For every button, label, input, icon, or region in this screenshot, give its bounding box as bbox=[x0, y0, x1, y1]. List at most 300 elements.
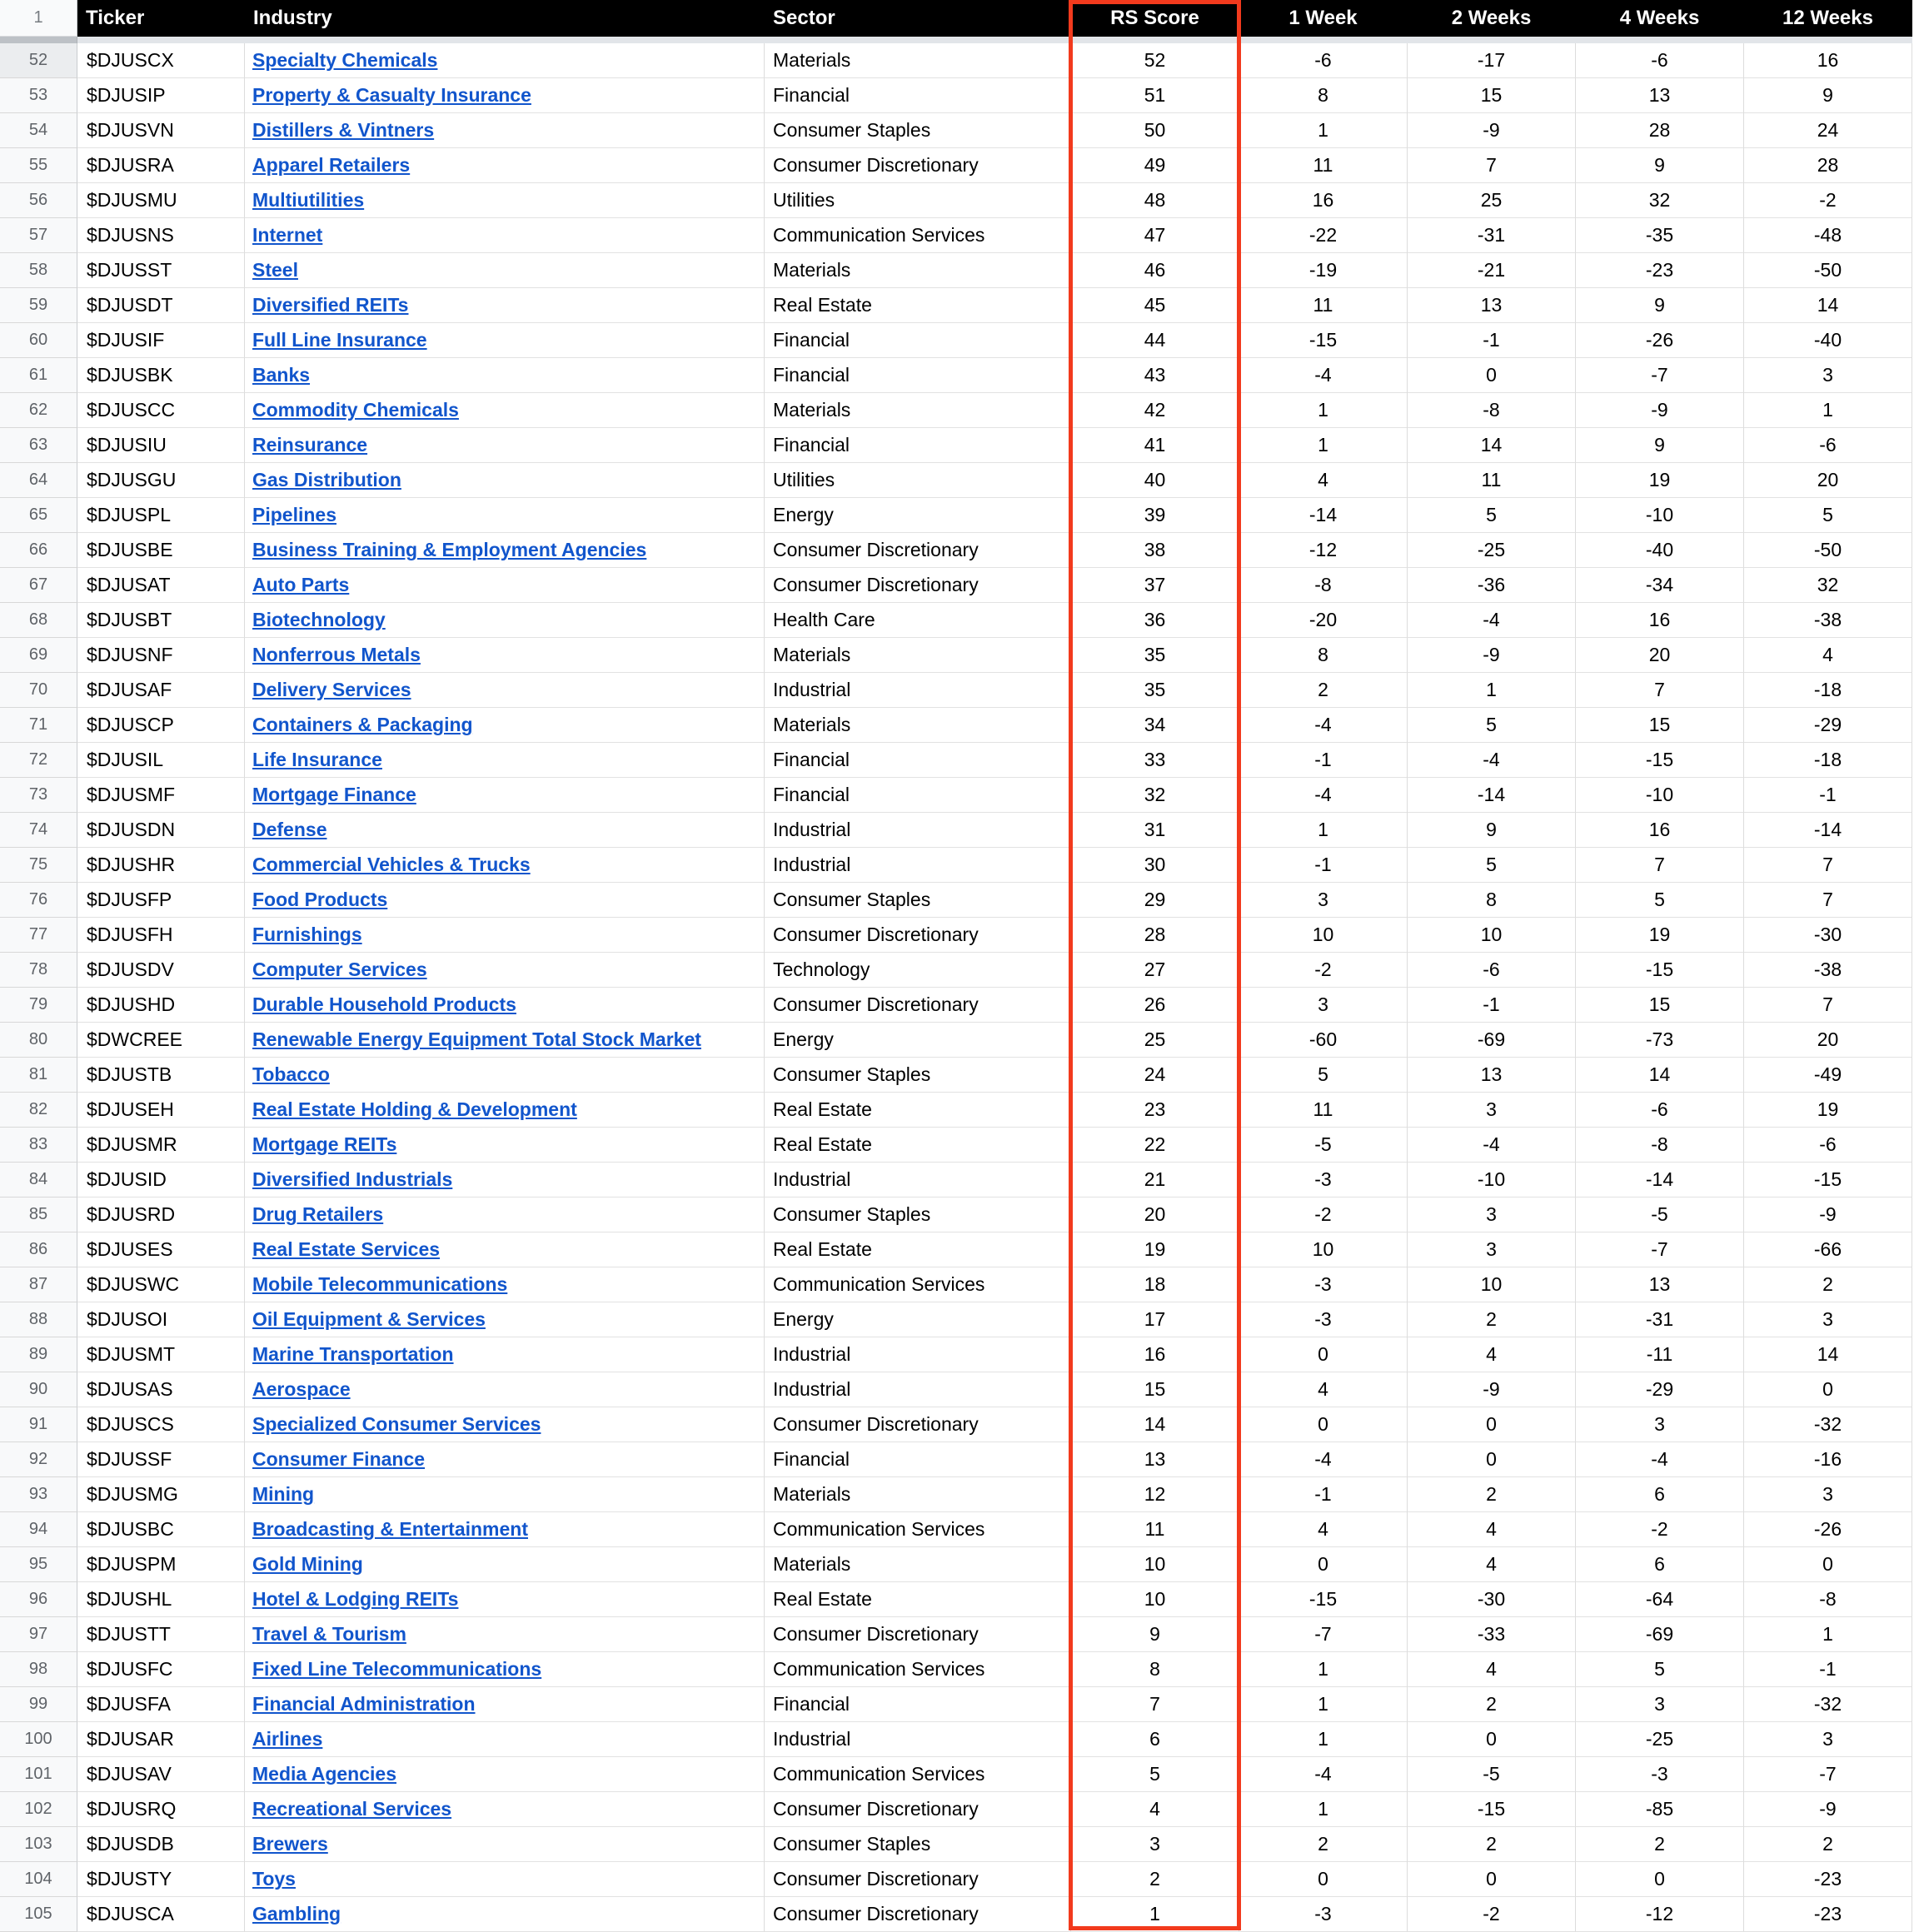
sector-cell[interactable]: Consumer Discretionary bbox=[765, 568, 1071, 603]
rs-score-cell[interactable]: 41 bbox=[1071, 428, 1239, 463]
industry-link[interactable]: Tobacco bbox=[252, 1063, 330, 1085]
cell-2-weeks[interactable]: 2 bbox=[1408, 1687, 1576, 1722]
cell-12-weeks[interactable]: -30 bbox=[1744, 918, 1912, 953]
cell-1-week[interactable]: 1 bbox=[1239, 1687, 1408, 1722]
cell-4-weeks[interactable]: 20 bbox=[1576, 638, 1744, 673]
sector-cell[interactable]: Energy bbox=[765, 498, 1071, 533]
ticker-cell[interactable]: $DJUSIL bbox=[77, 743, 245, 778]
industry-link[interactable]: Broadcasting & Entertainment bbox=[252, 1518, 528, 1540]
cell-2-weeks[interactable]: -6 bbox=[1408, 953, 1576, 988]
sector-cell[interactable]: Industrial bbox=[765, 1163, 1071, 1198]
rs-score-cell[interactable]: 4 bbox=[1071, 1792, 1239, 1827]
rs-score-cell[interactable]: 18 bbox=[1071, 1267, 1239, 1302]
cell-4-weeks[interactable]: 16 bbox=[1576, 813, 1744, 848]
industry-cell[interactable] bbox=[245, 1722, 765, 1757]
industry-cell[interactable] bbox=[245, 1757, 765, 1792]
row-number[interactable]: 61 bbox=[0, 358, 77, 393]
industry-link[interactable]: Specialized Consumer Services bbox=[252, 1413, 541, 1435]
cell-12-weeks[interactable]: -6 bbox=[1744, 1128, 1912, 1163]
ticker-cell[interactable]: $DJUSID bbox=[77, 1163, 245, 1198]
row-number[interactable]: 67 bbox=[0, 568, 77, 603]
cell-1-week[interactable]: -15 bbox=[1239, 323, 1408, 358]
rs-score-cell[interactable]: 11 bbox=[1071, 1512, 1239, 1547]
cell-12-weeks[interactable]: 32 bbox=[1744, 568, 1912, 603]
row-number[interactable]: 98 bbox=[0, 1652, 77, 1687]
ticker-cell[interactable]: $DJUSRD bbox=[77, 1198, 245, 1232]
industry-cell[interactable] bbox=[245, 1232, 765, 1267]
rs-score-cell[interactable]: 27 bbox=[1071, 953, 1239, 988]
industry-cell[interactable] bbox=[245, 1582, 765, 1617]
cell-1-week[interactable]: 5 bbox=[1239, 1058, 1408, 1093]
industry-cell[interactable] bbox=[245, 568, 765, 603]
cell-12-weeks[interactable]: 7 bbox=[1744, 883, 1912, 918]
rs-score-cell[interactable]: 48 bbox=[1071, 183, 1239, 218]
industry-link[interactable]: Mining bbox=[252, 1483, 315, 1505]
sector-cell[interactable]: Consumer Staples bbox=[765, 113, 1071, 148]
sector-cell[interactable]: Real Estate bbox=[765, 1232, 1071, 1267]
cell-12-weeks[interactable]: -2 bbox=[1744, 183, 1912, 218]
cell-12-weeks[interactable]: 3 bbox=[1744, 1302, 1912, 1337]
rs-score-cell[interactable]: 22 bbox=[1071, 1128, 1239, 1163]
sector-cell[interactable]: Industrial bbox=[765, 1722, 1071, 1757]
industry-link[interactable]: Brewers bbox=[252, 1833, 328, 1855]
cell-2-weeks[interactable]: 1 bbox=[1408, 673, 1576, 708]
cell-1-week[interactable]: -14 bbox=[1239, 498, 1408, 533]
cell-2-weeks[interactable]: 8 bbox=[1408, 883, 1576, 918]
cell-4-weeks[interactable]: -40 bbox=[1576, 533, 1744, 568]
industry-cell[interactable] bbox=[245, 1372, 765, 1407]
industry-cell[interactable] bbox=[245, 1302, 765, 1337]
ticker-cell[interactable]: $DWCREE bbox=[77, 1023, 245, 1058]
cell-4-weeks[interactable]: 19 bbox=[1576, 918, 1744, 953]
row-number[interactable]: 74 bbox=[0, 813, 77, 848]
rs-score-cell[interactable]: 19 bbox=[1071, 1232, 1239, 1267]
industry-link[interactable]: Pipelines bbox=[252, 504, 336, 525]
cell-4-weeks[interactable]: 14 bbox=[1576, 1058, 1744, 1093]
sector-cell[interactable]: Communication Services bbox=[765, 1652, 1071, 1687]
row-number[interactable]: 92 bbox=[0, 1442, 77, 1477]
industry-cell[interactable] bbox=[245, 498, 765, 533]
industry-link[interactable]: Durable Household Products bbox=[252, 993, 516, 1015]
ticker-cell[interactable]: $DJUSMU bbox=[77, 183, 245, 218]
industry-link[interactable]: Biotechnology bbox=[252, 609, 386, 630]
industry-cell[interactable] bbox=[245, 428, 765, 463]
cell-2-weeks[interactable]: 4 bbox=[1408, 1337, 1576, 1372]
cell-2-weeks[interactable]: 0 bbox=[1408, 1722, 1576, 1757]
cell-2-weeks[interactable]: 10 bbox=[1408, 1267, 1576, 1302]
cell-12-weeks[interactable]: -32 bbox=[1744, 1687, 1912, 1722]
cell-12-weeks[interactable]: 9 bbox=[1744, 78, 1912, 113]
row-number[interactable]: 56 bbox=[0, 183, 77, 218]
industry-link[interactable]: Media Agencies bbox=[252, 1763, 396, 1785]
cell-4-weeks[interactable]: -10 bbox=[1576, 778, 1744, 813]
cell-2-weeks[interactable]: -2 bbox=[1408, 1897, 1576, 1932]
cell-2-weeks[interactable]: -69 bbox=[1408, 1023, 1576, 1058]
rs-score-cell[interactable]: 52 bbox=[1071, 43, 1239, 78]
cell-12-weeks[interactable]: -1 bbox=[1744, 1652, 1912, 1687]
cell-1-week[interactable]: -8 bbox=[1239, 568, 1408, 603]
cell-4-weeks[interactable]: -64 bbox=[1576, 1582, 1744, 1617]
sector-cell[interactable]: Consumer Discretionary bbox=[765, 1407, 1071, 1442]
industry-cell[interactable] bbox=[245, 148, 765, 183]
industry-link[interactable]: Apparel Retailers bbox=[252, 154, 411, 176]
ticker-cell[interactable]: $DJUSCA bbox=[77, 1897, 245, 1932]
cell-1-week[interactable]: -3 bbox=[1239, 1302, 1408, 1337]
cell-4-weeks[interactable]: 15 bbox=[1576, 988, 1744, 1023]
cell-12-weeks[interactable]: -23 bbox=[1744, 1862, 1912, 1897]
cell-1-week[interactable]: -3 bbox=[1239, 1163, 1408, 1198]
industry-cell[interactable] bbox=[245, 1547, 765, 1582]
ticker-cell[interactable]: $DJUSTY bbox=[77, 1862, 245, 1897]
cell-12-weeks[interactable]: -23 bbox=[1744, 1897, 1912, 1932]
row-number[interactable]: 93 bbox=[0, 1477, 77, 1512]
cell-4-weeks[interactable]: -14 bbox=[1576, 1163, 1744, 1198]
industry-cell[interactable] bbox=[245, 253, 765, 288]
cell-4-weeks[interactable]: -7 bbox=[1576, 1232, 1744, 1267]
sector-cell[interactable]: Financial bbox=[765, 78, 1071, 113]
industry-cell[interactable] bbox=[245, 1617, 765, 1652]
ticker-cell[interactable]: $DJUSNS bbox=[77, 218, 245, 253]
row-number[interactable]: 82 bbox=[0, 1093, 77, 1128]
rs-score-cell[interactable]: 40 bbox=[1071, 463, 1239, 498]
cell-1-week[interactable]: 1 bbox=[1239, 113, 1408, 148]
cell-4-weeks[interactable]: 9 bbox=[1576, 148, 1744, 183]
cell-12-weeks[interactable]: -38 bbox=[1744, 953, 1912, 988]
cell-12-weeks[interactable]: -38 bbox=[1744, 603, 1912, 638]
row-number[interactable]: 100 bbox=[0, 1722, 77, 1757]
cell-4-weeks[interactable]: -15 bbox=[1576, 953, 1744, 988]
ticker-cell[interactable]: $DJUSDV bbox=[77, 953, 245, 988]
industry-cell[interactable] bbox=[245, 393, 765, 428]
sector-cell[interactable]: Real Estate bbox=[765, 1093, 1071, 1128]
ticker-cell[interactable]: $DJUSAV bbox=[77, 1757, 245, 1792]
cell-4-weeks[interactable]: -23 bbox=[1576, 253, 1744, 288]
cell-4-weeks[interactable]: -6 bbox=[1576, 1093, 1744, 1128]
rs-score-cell[interactable]: 47 bbox=[1071, 218, 1239, 253]
cell-4-weeks[interactable]: -25 bbox=[1576, 1722, 1744, 1757]
cell-1-week[interactable]: 0 bbox=[1239, 1337, 1408, 1372]
sector-cell[interactable]: Consumer Discretionary bbox=[765, 148, 1071, 183]
sector-cell[interactable]: Financial bbox=[765, 323, 1071, 358]
cell-1-week[interactable]: -5 bbox=[1239, 1128, 1408, 1163]
sector-cell[interactable]: Materials bbox=[765, 43, 1071, 78]
cell-2-weeks[interactable]: 0 bbox=[1408, 1407, 1576, 1442]
industry-link[interactable]: Oil Equipment & Services bbox=[252, 1308, 486, 1330]
ticker-cell[interactable]: $DJUSFP bbox=[77, 883, 245, 918]
cell-4-weeks[interactable]: 2 bbox=[1576, 1827, 1744, 1862]
row-number[interactable]: 91 bbox=[0, 1407, 77, 1442]
rs-score-cell[interactable]: 20 bbox=[1071, 1198, 1239, 1232]
cell-12-weeks[interactable]: 3 bbox=[1744, 1477, 1912, 1512]
row-number-header[interactable]: 1 bbox=[0, 0, 77, 37]
ticker-cell[interactable]: $DJUSMR bbox=[77, 1128, 245, 1163]
ticker-cell[interactable]: $DJUSRQ bbox=[77, 1792, 245, 1827]
cell-2-weeks[interactable]: -8 bbox=[1408, 393, 1576, 428]
ticker-cell[interactable]: $DJUSBE bbox=[77, 533, 245, 568]
rs-score-cell[interactable]: 50 bbox=[1071, 113, 1239, 148]
sector-cell[interactable]: Materials bbox=[765, 253, 1071, 288]
sector-cell[interactable]: Communication Services bbox=[765, 1512, 1071, 1547]
industry-link[interactable]: Real Estate Holding & Development bbox=[252, 1098, 577, 1120]
cell-2-weeks[interactable]: 25 bbox=[1408, 183, 1576, 218]
industry-link[interactable]: Commercial Vehicles & Trucks bbox=[252, 854, 531, 875]
sector-cell[interactable]: Financial bbox=[765, 428, 1071, 463]
industry-link[interactable]: Property & Casualty Insurance bbox=[252, 84, 531, 106]
sector-cell[interactable]: Consumer Staples bbox=[765, 1058, 1071, 1093]
industry-cell[interactable] bbox=[245, 1687, 765, 1722]
cell-4-weeks[interactable]: -4 bbox=[1576, 1442, 1744, 1477]
industry-cell[interactable] bbox=[245, 218, 765, 253]
ticker-cell[interactable]: $DJUSGU bbox=[77, 463, 245, 498]
industry-cell[interactable] bbox=[245, 1477, 765, 1512]
rs-score-cell[interactable]: 3 bbox=[1071, 1827, 1239, 1862]
ticker-cell[interactable]: $DJUSCX bbox=[77, 43, 245, 78]
row-number[interactable]: 103 bbox=[0, 1827, 77, 1862]
industry-link[interactable]: Banks bbox=[252, 364, 311, 386]
row-number[interactable]: 105 bbox=[0, 1897, 77, 1932]
cell-1-week[interactable]: -15 bbox=[1239, 1582, 1408, 1617]
sector-cell[interactable]: Financial bbox=[765, 1442, 1071, 1477]
cell-2-weeks[interactable]: -25 bbox=[1408, 533, 1576, 568]
cell-1-week[interactable]: -60 bbox=[1239, 1023, 1408, 1058]
cell-4-weeks[interactable]: -11 bbox=[1576, 1337, 1744, 1372]
cell-1-week[interactable]: 4 bbox=[1239, 1372, 1408, 1407]
rs-score-cell[interactable]: 51 bbox=[1071, 78, 1239, 113]
cell-12-weeks[interactable]: -66 bbox=[1744, 1232, 1912, 1267]
cell-1-week[interactable]: 0 bbox=[1239, 1547, 1408, 1582]
row-number[interactable]: 80 bbox=[0, 1023, 77, 1058]
industry-link[interactable]: Fixed Line Telecommunications bbox=[252, 1658, 542, 1680]
cell-1-week[interactable]: -3 bbox=[1239, 1267, 1408, 1302]
cell-2-weeks[interactable]: -30 bbox=[1408, 1582, 1576, 1617]
industry-cell[interactable] bbox=[245, 183, 765, 218]
sector-cell[interactable]: Utilities bbox=[765, 183, 1071, 218]
ticker-cell[interactable]: $DJUSHR bbox=[77, 848, 245, 883]
sector-cell[interactable]: Financial bbox=[765, 1687, 1071, 1722]
ticker-cell[interactable]: $DJUSRA bbox=[77, 148, 245, 183]
row-number[interactable]: 64 bbox=[0, 463, 77, 498]
industry-link[interactable]: Business Training & Employment Agencies bbox=[252, 539, 647, 560]
cell-4-weeks[interactable]: 9 bbox=[1576, 288, 1744, 323]
ticker-cell[interactable]: $DJUSCS bbox=[77, 1407, 245, 1442]
cell-2-weeks[interactable]: 13 bbox=[1408, 288, 1576, 323]
ticker-cell[interactable]: $DJUSIF bbox=[77, 323, 245, 358]
industry-cell[interactable] bbox=[245, 638, 765, 673]
industry-cell[interactable] bbox=[245, 918, 765, 953]
rs-score-cell[interactable]: 35 bbox=[1071, 638, 1239, 673]
cell-2-weeks[interactable]: 15 bbox=[1408, 78, 1576, 113]
cell-4-weeks[interactable]: -6 bbox=[1576, 43, 1744, 78]
rs-score-cell[interactable]: 8 bbox=[1071, 1652, 1239, 1687]
industry-cell[interactable] bbox=[245, 1198, 765, 1232]
industry-link[interactable]: Furnishings bbox=[252, 924, 362, 945]
cell-4-weeks[interactable]: 13 bbox=[1576, 78, 1744, 113]
rs-score-cell[interactable]: 35 bbox=[1071, 673, 1239, 708]
sector-cell[interactable]: Industrial bbox=[765, 673, 1071, 708]
industry-cell[interactable] bbox=[245, 1512, 765, 1547]
cell-1-week[interactable]: 3 bbox=[1239, 883, 1408, 918]
industry-link[interactable]: Multiutilities bbox=[252, 189, 365, 211]
ticker-cell[interactable]: $DJUSTT bbox=[77, 1617, 245, 1652]
cell-12-weeks[interactable]: -40 bbox=[1744, 323, 1912, 358]
industry-cell[interactable] bbox=[245, 113, 765, 148]
cell-1-week[interactable]: 10 bbox=[1239, 918, 1408, 953]
cell-12-weeks[interactable]: 14 bbox=[1744, 1337, 1912, 1372]
row-number[interactable]: 76 bbox=[0, 883, 77, 918]
sector-cell[interactable]: Consumer Discretionary bbox=[765, 1862, 1071, 1897]
rs-score-cell[interactable]: 5 bbox=[1071, 1757, 1239, 1792]
sector-cell[interactable]: Financial bbox=[765, 358, 1071, 393]
cell-1-week[interactable]: -2 bbox=[1239, 1198, 1408, 1232]
ticker-cell[interactable]: $DJUSOI bbox=[77, 1302, 245, 1337]
ticker-cell[interactable]: $DJUSVN bbox=[77, 113, 245, 148]
row-number[interactable]: 68 bbox=[0, 603, 77, 638]
row-number[interactable]: 59 bbox=[0, 288, 77, 323]
ticker-cell[interactable]: $DJUSSF bbox=[77, 1442, 245, 1477]
cell-2-weeks[interactable]: -1 bbox=[1408, 323, 1576, 358]
cell-1-week[interactable]: -1 bbox=[1239, 743, 1408, 778]
sector-cell[interactable]: Energy bbox=[765, 1023, 1071, 1058]
cell-4-weeks[interactable]: 5 bbox=[1576, 883, 1744, 918]
cell-2-weeks[interactable]: 0 bbox=[1408, 1862, 1576, 1897]
cell-12-weeks[interactable]: 1 bbox=[1744, 1617, 1912, 1652]
rs-score-cell[interactable]: 15 bbox=[1071, 1372, 1239, 1407]
industry-link[interactable]: Mortgage Finance bbox=[252, 784, 416, 805]
row-number[interactable]: 97 bbox=[0, 1617, 77, 1652]
cell-4-weeks[interactable]: -31 bbox=[1576, 1302, 1744, 1337]
industry-link[interactable]: Full Line Insurance bbox=[252, 329, 427, 351]
sector-cell[interactable]: Financial bbox=[765, 778, 1071, 813]
industry-link[interactable]: Auto Parts bbox=[252, 574, 350, 595]
sector-cell[interactable]: Communication Services bbox=[765, 1757, 1071, 1792]
cell-12-weeks[interactable]: -16 bbox=[1744, 1442, 1912, 1477]
cell-12-weeks[interactable]: -9 bbox=[1744, 1792, 1912, 1827]
industry-cell[interactable] bbox=[245, 288, 765, 323]
industry-link[interactable]: Distillers & Vintners bbox=[252, 119, 435, 141]
sector-cell[interactable]: Energy bbox=[765, 1302, 1071, 1337]
rs-score-cell[interactable]: 6 bbox=[1071, 1722, 1239, 1757]
cell-2-weeks[interactable]: -4 bbox=[1408, 743, 1576, 778]
ticker-cell[interactable]: $DJUSES bbox=[77, 1232, 245, 1267]
cell-1-week[interactable]: -19 bbox=[1239, 253, 1408, 288]
sector-cell[interactable]: Technology bbox=[765, 953, 1071, 988]
cell-2-weeks[interactable]: -31 bbox=[1408, 218, 1576, 253]
rs-score-cell[interactable]: 24 bbox=[1071, 1058, 1239, 1093]
rs-score-cell[interactable]: 14 bbox=[1071, 1407, 1239, 1442]
cell-4-weeks[interactable]: -8 bbox=[1576, 1128, 1744, 1163]
ticker-cell[interactable]: $DJUSBT bbox=[77, 603, 245, 638]
sector-cell[interactable]: Consumer Discretionary bbox=[765, 1792, 1071, 1827]
sector-cell[interactable]: Consumer Staples bbox=[765, 883, 1071, 918]
row-number[interactable]: 90 bbox=[0, 1372, 77, 1407]
cell-12-weeks[interactable]: 5 bbox=[1744, 498, 1912, 533]
cell-12-weeks[interactable]: 3 bbox=[1744, 358, 1912, 393]
cell-1-week[interactable]: -7 bbox=[1239, 1617, 1408, 1652]
industry-link[interactable]: Hotel & Lodging REITs bbox=[252, 1588, 459, 1610]
column-header-4-weeks[interactable]: 4 Weeks bbox=[1576, 0, 1744, 37]
industry-link[interactable]: Gas Distribution bbox=[252, 469, 401, 490]
cell-1-week[interactable]: 11 bbox=[1239, 288, 1408, 323]
cell-2-weeks[interactable]: 4 bbox=[1408, 1512, 1576, 1547]
row-number[interactable]: 95 bbox=[0, 1547, 77, 1582]
cell-1-week[interactable]: 2 bbox=[1239, 673, 1408, 708]
cell-12-weeks[interactable]: 20 bbox=[1744, 463, 1912, 498]
cell-1-week[interactable]: 0 bbox=[1239, 1862, 1408, 1897]
industry-link[interactable]: Defense bbox=[252, 819, 327, 840]
rs-score-cell[interactable]: 13 bbox=[1071, 1442, 1239, 1477]
ticker-cell[interactable]: $DJUSPM bbox=[77, 1547, 245, 1582]
cell-12-weeks[interactable]: 4 bbox=[1744, 638, 1912, 673]
industry-link[interactable]: Travel & Tourism bbox=[252, 1623, 406, 1645]
cell-1-week[interactable]: -4 bbox=[1239, 1757, 1408, 1792]
cell-12-weeks[interactable]: -15 bbox=[1744, 1163, 1912, 1198]
cell-2-weeks[interactable]: 13 bbox=[1408, 1058, 1576, 1093]
sector-cell[interactable]: Consumer Discretionary bbox=[765, 1617, 1071, 1652]
industry-link[interactable]: Diversified Industrials bbox=[252, 1168, 453, 1190]
row-number[interactable]: 85 bbox=[0, 1198, 77, 1232]
cell-2-weeks[interactable]: 5 bbox=[1408, 498, 1576, 533]
industry-link[interactable]: Life Insurance bbox=[252, 749, 382, 770]
cell-1-week[interactable]: 2 bbox=[1239, 1827, 1408, 1862]
cell-2-weeks[interactable]: 11 bbox=[1408, 463, 1576, 498]
industry-cell[interactable] bbox=[245, 533, 765, 568]
cell-12-weeks[interactable]: -7 bbox=[1744, 1757, 1912, 1792]
industry-link[interactable]: Nonferrous Metals bbox=[252, 644, 421, 665]
industry-link[interactable]: Toys bbox=[252, 1868, 296, 1890]
ticker-cell[interactable]: $DJUSTB bbox=[77, 1058, 245, 1093]
sector-cell[interactable]: Consumer Discretionary bbox=[765, 918, 1071, 953]
rs-score-cell[interactable]: 36 bbox=[1071, 603, 1239, 638]
cell-2-weeks[interactable]: 0 bbox=[1408, 358, 1576, 393]
cell-2-weeks[interactable]: 4 bbox=[1408, 1547, 1576, 1582]
cell-4-weeks[interactable]: 0 bbox=[1576, 1862, 1744, 1897]
ticker-cell[interactable]: $DJUSAR bbox=[77, 1722, 245, 1757]
cell-2-weeks[interactable]: -15 bbox=[1408, 1792, 1576, 1827]
rs-score-cell[interactable]: 21 bbox=[1071, 1163, 1239, 1198]
cell-4-weeks[interactable]: 16 bbox=[1576, 603, 1744, 638]
cell-4-weeks[interactable]: 7 bbox=[1576, 848, 1744, 883]
industry-cell[interactable] bbox=[245, 778, 765, 813]
cell-2-weeks[interactable]: -5 bbox=[1408, 1757, 1576, 1792]
ticker-cell[interactable]: $DJUSEH bbox=[77, 1093, 245, 1128]
cell-12-weeks[interactable]: -18 bbox=[1744, 743, 1912, 778]
column-header-industry[interactable]: Industry bbox=[245, 0, 765, 37]
row-number[interactable]: 84 bbox=[0, 1163, 77, 1198]
cell-1-week[interactable]: 8 bbox=[1239, 638, 1408, 673]
rs-score-cell[interactable]: 49 bbox=[1071, 148, 1239, 183]
sector-cell[interactable]: Industrial bbox=[765, 1337, 1071, 1372]
column-header-rs-score[interactable]: RS Score bbox=[1071, 0, 1239, 37]
industry-cell[interactable] bbox=[245, 953, 765, 988]
cell-2-weeks[interactable]: -17 bbox=[1408, 43, 1576, 78]
industry-link[interactable]: Steel bbox=[252, 259, 298, 281]
row-number[interactable]: 88 bbox=[0, 1302, 77, 1337]
sector-cell[interactable]: Industrial bbox=[765, 813, 1071, 848]
cell-12-weeks[interactable]: -14 bbox=[1744, 813, 1912, 848]
row-number[interactable]: 96 bbox=[0, 1582, 77, 1617]
cell-4-weeks[interactable]: -29 bbox=[1576, 1372, 1744, 1407]
industry-cell[interactable] bbox=[245, 1862, 765, 1897]
industry-link[interactable]: Containers & Packaging bbox=[252, 714, 473, 735]
cell-1-week[interactable]: 1 bbox=[1239, 1652, 1408, 1687]
rs-score-cell[interactable]: 31 bbox=[1071, 813, 1239, 848]
sector-cell[interactable]: Industrial bbox=[765, 848, 1071, 883]
industry-link[interactable]: Internet bbox=[252, 224, 323, 246]
ticker-cell[interactable]: $DJUSNF bbox=[77, 638, 245, 673]
row-number[interactable]: 57 bbox=[0, 218, 77, 253]
cell-2-weeks[interactable]: 2 bbox=[1408, 1302, 1576, 1337]
ticker-cell[interactable]: $DJUSAS bbox=[77, 1372, 245, 1407]
